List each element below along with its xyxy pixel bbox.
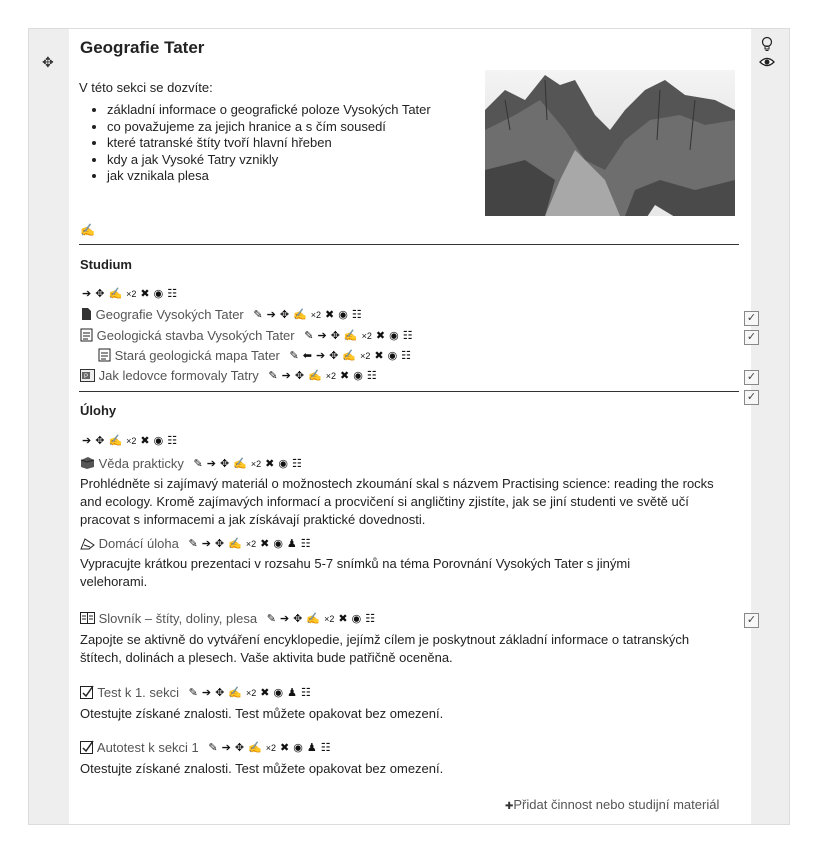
roles-icon[interactable]: ☷ bbox=[300, 538, 311, 551]
list-item bbox=[98, 348, 411, 365]
completion-checkbox[interactable]: ✓ bbox=[744, 613, 759, 628]
edit-icon[interactable]: ✍ bbox=[308, 370, 322, 383]
list-item bbox=[80, 368, 377, 385]
pdf-file-icon bbox=[80, 307, 92, 324]
add-activity-label: Přidat činnost nebo studijní materiál bbox=[513, 797, 720, 812]
eye-icon[interactable]: ◉ bbox=[351, 613, 362, 626]
roles-icon[interactable]: ☷ bbox=[351, 309, 362, 322]
edit-summary-icon[interactable]: ✍ bbox=[80, 223, 95, 237]
activity-link[interactable]: Geografie Vysokých Tater bbox=[95, 307, 244, 322]
delete-icon[interactable]: ✖ bbox=[340, 370, 350, 383]
activity-link[interactable]: Jak ledovce formovaly Tatry bbox=[98, 368, 259, 383]
delete-icon[interactable]: ✖ bbox=[280, 742, 290, 755]
user-icon[interactable]: ♟ bbox=[286, 538, 297, 551]
duplicate-icon[interactable]: ×2 bbox=[250, 459, 262, 470]
edit-icon[interactable]: ✍ bbox=[108, 435, 123, 447]
section-intro: V této sekci se dozvíte: bbox=[79, 80, 213, 95]
edit-pencil-icon[interactable]: ✎ bbox=[188, 687, 198, 700]
edit-icon[interactable]: ✍ bbox=[306, 613, 321, 626]
move-right-icon[interactable]: ➔ bbox=[266, 309, 276, 322]
section-title: Geografie Tater bbox=[80, 38, 205, 57]
eye-icon[interactable]: ◉ bbox=[387, 350, 398, 363]
activity-description: Otestujte získané znalosti. Test můžete opakovat bez omezení. bbox=[80, 761, 444, 776]
activity-description: Vypracujte krátkou prezentaci v rozsahu 5-7 snímků na téma Porovnání Vysokých Tater s jinými velehorami. bbox=[80, 556, 631, 589]
move-icon[interactable]: ✥ bbox=[219, 458, 230, 471]
move-icon[interactable]: ✥ bbox=[214, 538, 225, 551]
delete-icon[interactable]: ✖ bbox=[260, 538, 270, 551]
roles-icon[interactable]: ☷ bbox=[291, 458, 302, 471]
move-right-icon[interactable]: ➔ bbox=[221, 742, 231, 755]
roles-icon[interactable]: ☷ bbox=[167, 435, 178, 447]
completion-checkbox[interactable]: ✓ bbox=[744, 390, 759, 405]
eye-icon[interactable]: ◉ bbox=[273, 687, 284, 700]
edit-icon[interactable]: ✍ bbox=[228, 538, 242, 551]
highlight-lightbulb-icon[interactable] bbox=[761, 36, 773, 55]
delete-icon[interactable]: ✖ bbox=[338, 613, 348, 626]
book-icon bbox=[80, 457, 95, 472]
move-right-icon[interactable]: ➔ bbox=[82, 288, 92, 300]
eye-icon[interactable]: ◉ bbox=[273, 538, 283, 551]
activity-description: Zapojte se aktivně do vytváření encyklopedie, jejímž cílem je poskytnout základní informace o tatranských štítech, dolinách a plesech. Vaše aktivita bude patřičně oceněna. bbox=[80, 632, 690, 665]
activity-link[interactable]: Slovník – štíty, doliny, plesa bbox=[98, 611, 258, 626]
section-bullets bbox=[79, 102, 431, 185]
mountain-photo bbox=[485, 70, 735, 216]
user-icon[interactable]: ♟ bbox=[287, 687, 297, 700]
studium-label-toolbar bbox=[82, 289, 177, 300]
roles-icon[interactable]: ☷ bbox=[167, 288, 178, 300]
move-right-icon[interactable]: ➔ bbox=[206, 458, 216, 471]
duplicate-icon[interactable]: ×2 bbox=[310, 310, 322, 321]
activity-description: Prohlédněte si zajímavý materiál o možnostech zkoumání skal s názvem Practising science: reading the rocks and ecology. Kromě zajímavých informací a procvičení si angličtiny zjistíte, jak se jiní studenti ve světě učí pracovat s informacemi a jak získávají praktické dovednosti. bbox=[80, 476, 714, 527]
move-right-icon[interactable]: ➔ bbox=[281, 370, 291, 383]
eye-icon[interactable]: ◉ bbox=[278, 458, 288, 471]
eye-icon[interactable]: ◉ bbox=[389, 330, 399, 343]
list-item bbox=[80, 328, 413, 345]
edit-icon[interactable]: ✍ bbox=[293, 309, 307, 322]
ulohy-label-toolbar bbox=[82, 436, 177, 447]
move-icon[interactable]: ✥ bbox=[293, 613, 303, 626]
bullet-item: • kdy a jak Vysoké Tatry vznikly bbox=[107, 152, 431, 169]
move-right-icon[interactable]: ➔ bbox=[201, 687, 212, 700]
visibility-eye-icon[interactable] bbox=[759, 56, 775, 71]
divider-line bbox=[79, 391, 739, 392]
edit-pencil-icon[interactable]: ✎ bbox=[268, 370, 278, 383]
studium-heading: Studium bbox=[80, 257, 132, 272]
quiz-icon bbox=[80, 740, 94, 757]
document-icon bbox=[98, 348, 111, 365]
roles-icon[interactable]: ☷ bbox=[365, 613, 376, 626]
completion-checkbox[interactable]: ✓ bbox=[744, 311, 759, 326]
list-item bbox=[80, 685, 311, 702]
divider-line bbox=[79, 244, 739, 245]
edit-pencil-icon[interactable]: ✎ bbox=[188, 538, 198, 551]
eye-icon[interactable]: ◉ bbox=[153, 288, 164, 300]
activity-link[interactable]: Stará geologická mapa Tater bbox=[114, 348, 280, 363]
duplicate-icon[interactable]: ×2 bbox=[126, 289, 137, 299]
duplicate-icon[interactable]: ×2 bbox=[325, 371, 337, 382]
activity-link[interactable]: Test k 1. sekci bbox=[97, 685, 180, 700]
delete-icon[interactable]: ✖ bbox=[374, 350, 384, 363]
move-left-icon[interactable]: ⬅ bbox=[302, 350, 312, 363]
edit-icon[interactable]: ✍ bbox=[343, 330, 358, 343]
svg-text:P: P bbox=[84, 373, 89, 380]
edit-pencil-icon[interactable]: ✎ bbox=[289, 350, 299, 363]
move-right-icon[interactable]: ➔ bbox=[201, 538, 211, 551]
edit-icon[interactable]: ✍ bbox=[248, 742, 262, 755]
list-item bbox=[80, 536, 311, 553]
move-icon[interactable]: ✥ bbox=[95, 288, 105, 300]
move-icon[interactable]: ✥ bbox=[234, 742, 245, 755]
activity-link[interactable]: Autotest k sekci 1 bbox=[96, 740, 199, 755]
duplicate-icon[interactable]: ×2 bbox=[361, 331, 372, 342]
eye-icon[interactable]: ◉ bbox=[353, 370, 363, 383]
assignment-icon bbox=[80, 537, 95, 553]
move-right-icon[interactable]: ➔ bbox=[315, 350, 326, 363]
activity-link[interactable]: Geologická stavba Vysokých Tater bbox=[96, 328, 295, 343]
edit-pencil-icon[interactable]: ✎ bbox=[266, 613, 276, 626]
move-icon[interactable]: ✥ bbox=[279, 309, 290, 322]
delete-icon[interactable]: ✖ bbox=[265, 458, 275, 471]
move-right-icon[interactable]: ➔ bbox=[317, 330, 327, 343]
bullet-item: • základní informace o geografické poloze Vysokých Tater bbox=[107, 102, 431, 119]
delete-icon[interactable]: ✖ bbox=[260, 687, 270, 700]
glossary-icon bbox=[80, 612, 95, 627]
edit-icon[interactable]: ✍ bbox=[342, 350, 357, 363]
list-item bbox=[80, 611, 375, 627]
activity-link[interactable]: Domácí úloha bbox=[98, 536, 179, 551]
roles-icon[interactable]: ☷ bbox=[320, 742, 331, 755]
presentation-icon bbox=[80, 369, 95, 385]
edit-pencil-icon[interactable]: ✎ bbox=[208, 742, 218, 755]
move-icon[interactable]: ✥ bbox=[215, 687, 225, 700]
duplicate-icon[interactable]: ×2 bbox=[245, 539, 257, 550]
edit-pencil-icon[interactable]: ✎ bbox=[304, 330, 314, 343]
bullet-item: • jak vznikala plesa bbox=[107, 168, 431, 185]
duplicate-icon[interactable]: ×2 bbox=[360, 351, 371, 362]
delete-icon[interactable]: ✖ bbox=[140, 288, 150, 300]
activity-description: Otestujte získané znalosti. Test můžete opakovat bez omezení. bbox=[80, 706, 444, 721]
completion-checkbox[interactable]: ✓ bbox=[744, 370, 759, 385]
user-icon[interactable]: ♟ bbox=[306, 742, 317, 755]
edit-pencil-icon[interactable]: ✎ bbox=[193, 458, 203, 471]
roles-icon[interactable]: ☷ bbox=[300, 687, 311, 700]
roles-icon[interactable]: ☷ bbox=[402, 330, 413, 343]
eye-icon[interactable]: ◉ bbox=[153, 435, 164, 447]
bullet-item: • co považujeme za jejich hranice a s čím sousedí bbox=[107, 119, 431, 136]
delete-icon[interactable]: ✖ bbox=[140, 435, 150, 447]
duplicate-icon[interactable]: ×2 bbox=[246, 688, 257, 699]
move-icon[interactable]: ✥ bbox=[330, 330, 340, 343]
quiz-icon bbox=[80, 685, 94, 702]
move-icon[interactable]: ✥ bbox=[95, 435, 105, 447]
completion-checkbox[interactable]: ✓ bbox=[744, 330, 759, 345]
edit-icon[interactable]: ✍ bbox=[233, 458, 247, 471]
plus-icon: ✚ bbox=[505, 801, 514, 812]
edit-icon[interactable]: ✍ bbox=[108, 288, 123, 300]
move-icon[interactable]: ✥ bbox=[294, 370, 305, 383]
edit-icon[interactable]: ✍ bbox=[228, 687, 243, 700]
move-section-icon[interactable]: ✥ bbox=[42, 54, 54, 70]
ulohy-heading: Úlohy bbox=[80, 403, 117, 418]
document-icon bbox=[80, 328, 93, 345]
add-activity-link[interactable] bbox=[505, 797, 719, 812]
move-icon[interactable]: ✥ bbox=[329, 350, 339, 363]
duplicate-icon[interactable]: ×2 bbox=[324, 614, 335, 625]
move-right-icon[interactable]: ➔ bbox=[279, 613, 290, 626]
roles-icon[interactable]: ☷ bbox=[366, 370, 377, 383]
delete-icon[interactable]: ✖ bbox=[375, 330, 386, 343]
bullet-item: • které tatranské štíty tvoří hlavní hřeben bbox=[107, 135, 431, 152]
activity-link[interactable]: Věda prakticky bbox=[98, 456, 184, 471]
move-right-icon[interactable]: ➔ bbox=[82, 435, 92, 447]
list-item bbox=[80, 456, 302, 472]
duplicate-icon[interactable]: ×2 bbox=[126, 436, 137, 446]
duplicate-icon[interactable]: ×2 bbox=[265, 743, 277, 754]
roles-icon[interactable]: ☷ bbox=[401, 350, 412, 363]
edit-pencil-icon[interactable]: ✎ bbox=[253, 309, 263, 322]
eye-icon[interactable]: ◉ bbox=[338, 309, 348, 322]
list-item bbox=[80, 307, 362, 324]
delete-icon[interactable]: ✖ bbox=[325, 309, 335, 322]
list-item bbox=[80, 740, 331, 757]
eye-icon[interactable]: ◉ bbox=[293, 742, 303, 755]
